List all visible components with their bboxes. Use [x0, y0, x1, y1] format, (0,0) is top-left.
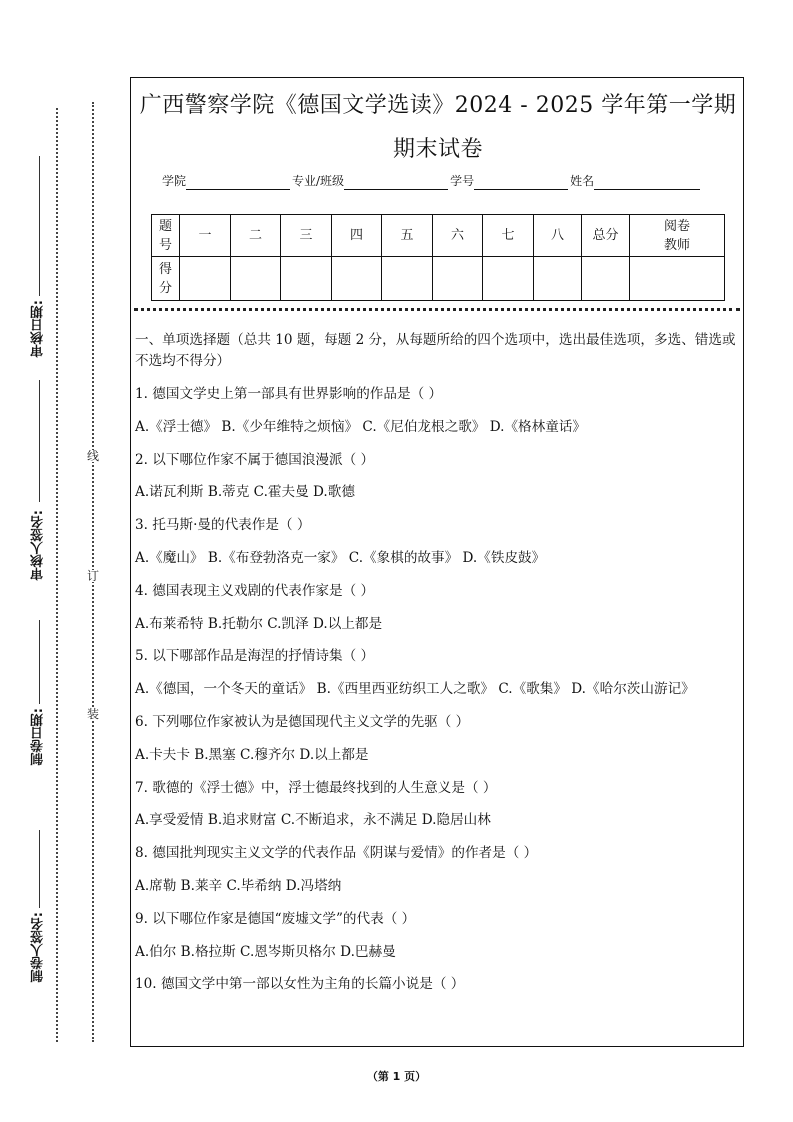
question-stem: 1. 德国文学史上第一部具有世界影响的作品是（ ）	[135, 386, 443, 402]
student-id-blank[interactable]	[474, 175, 568, 190]
question-stem: 10. 德国文学中第一部以女性为主角的长篇小说是（ ）	[135, 976, 465, 993]
question-number-label: 题 号	[152, 215, 180, 257]
score-col-header: 二	[231, 215, 281, 257]
score-col-header: 四	[332, 215, 382, 257]
question-stem: 2. 以下哪位作家不属于德国浪漫派（ ）	[135, 451, 375, 468]
score-header-row	[152, 215, 725, 257]
question-options: A.诺瓦利斯 B.蒂克 C.霍夫曼 D.歌德	[135, 484, 355, 501]
maker-signature-label: 制卷人签名:	[31, 912, 46, 983]
score-label: 得 分	[152, 257, 180, 301]
major-class-label: 专业/班级	[292, 174, 345, 188]
score-cell[interactable]	[534, 257, 582, 301]
page-number: （第 1 页）	[366, 1070, 427, 1083]
score-cell[interactable]	[382, 257, 433, 301]
major-class-blank[interactable]	[344, 175, 448, 190]
score-col-header: 七	[483, 215, 534, 257]
section-1	[135, 330, 739, 1007]
question-options: A.布莱希特 B.托勒尔 C.凯泽 D.以上都是	[135, 615, 383, 632]
name-blank[interactable]	[594, 175, 700, 190]
maker-date-line	[39, 620, 40, 704]
reviewer-date-line	[39, 156, 40, 296]
exam-title: 广西警察学院《德国文学选读》2024 - 2025 学年第一学期期末试卷	[139, 93, 737, 162]
score-cell[interactable]	[483, 257, 534, 301]
binding-bind-char: 装	[86, 707, 99, 721]
reviewer-signature-label: 审核人签名:	[31, 510, 46, 581]
question-options: A.席勒 B.莱辛 C.毕希纳 D.冯塔纳	[135, 877, 342, 894]
reviewer-date-label: 审核日期:	[31, 300, 46, 358]
question-options: A.《浮士德》 B.《少年维特之烦恼》 C.《尼伯龙根之歌》 D.《格林童话》	[135, 418, 587, 435]
question-stem: 5. 以下哪部作品是海涅的抒情诗集（ ）	[135, 648, 375, 665]
score-table	[151, 214, 725, 301]
score-cell[interactable]	[433, 257, 483, 301]
score-col-header: 总分	[582, 215, 630, 257]
question-options: A.享受爱情 B.追求财富 C.不断追求，永不满足 D.隐居山林	[135, 812, 491, 829]
college-blank[interactable]	[186, 175, 290, 190]
question-stem: 4. 德国表现主义戏剧的代表作家是（ ）	[135, 582, 375, 599]
score-col-header: 六	[433, 215, 483, 257]
score-cell[interactable]	[281, 257, 332, 301]
score-cell[interactable]	[180, 257, 231, 301]
section-separator	[134, 308, 740, 311]
name-label: 姓名	[570, 174, 595, 188]
question-stem: 7. 歌德的《浮士德》中，浮士德最终找到的人生意义是（ ）	[135, 779, 497, 796]
score-col-header: 一	[180, 215, 231, 257]
score-value-row	[152, 257, 725, 301]
reviewer-signature-line	[39, 380, 40, 502]
student-info-row	[162, 172, 702, 190]
binding-line-char: 线	[86, 449, 99, 463]
score-col-header: 八	[534, 215, 582, 257]
score-col-header: 五	[382, 215, 433, 257]
question-stem: 9. 以下哪位作家是德国“废墟文学”的代表（ ）	[135, 910, 416, 927]
binding-dotted-line-left	[56, 108, 58, 1042]
maker-date-label: 制卷日期:	[31, 708, 46, 766]
question-stem: 3. 托马斯·曼的代表作是（ ）	[135, 517, 311, 534]
question-options: A.卡夫卡 B.黑塞 C.穆齐尔 D.以上都是	[135, 746, 369, 763]
question-options: A.《德国，一个冬天的童话》 B.《西里西亚纺织工人之歌》 C.《歌集》 D.《哈尔茨山游记》	[135, 681, 695, 698]
college-label: 学院	[162, 174, 187, 188]
score-col-header: 三	[281, 215, 332, 257]
student-id-label: 学号	[450, 174, 475, 188]
grader-header: 阅卷 教师	[630, 215, 725, 257]
question-stem: 6. 下列哪位作家被认为是德国现代主义文学的先驱（ ）	[135, 713, 470, 730]
maker-signature-line	[39, 830, 40, 908]
question-options: A.《魔山》 B.《布登勃洛克一家》 C.《象棋的故事》 D.《铁皮鼓》	[135, 549, 546, 566]
score-cell[interactable]	[231, 257, 281, 301]
score-cell[interactable]	[332, 257, 382, 301]
grader-cell[interactable]	[630, 257, 725, 301]
score-cell[interactable]	[582, 257, 630, 301]
question-options: A.伯尔 B.格拉斯 C.恩岑斯贝格尔 D.巴赫曼	[135, 943, 396, 960]
binding-staple-char: 订	[86, 569, 99, 583]
question-stem: 8. 德国批判现实主义文学的代表作品《阴谋与爱情》的作者是（ ）	[135, 845, 538, 862]
section-1-instructions: 一、单项选择题（总共 10 题，每题 2 分，从每题所给的四个选项中，选出最佳选项，多选、错选或不选均不得分）	[135, 332, 736, 369]
